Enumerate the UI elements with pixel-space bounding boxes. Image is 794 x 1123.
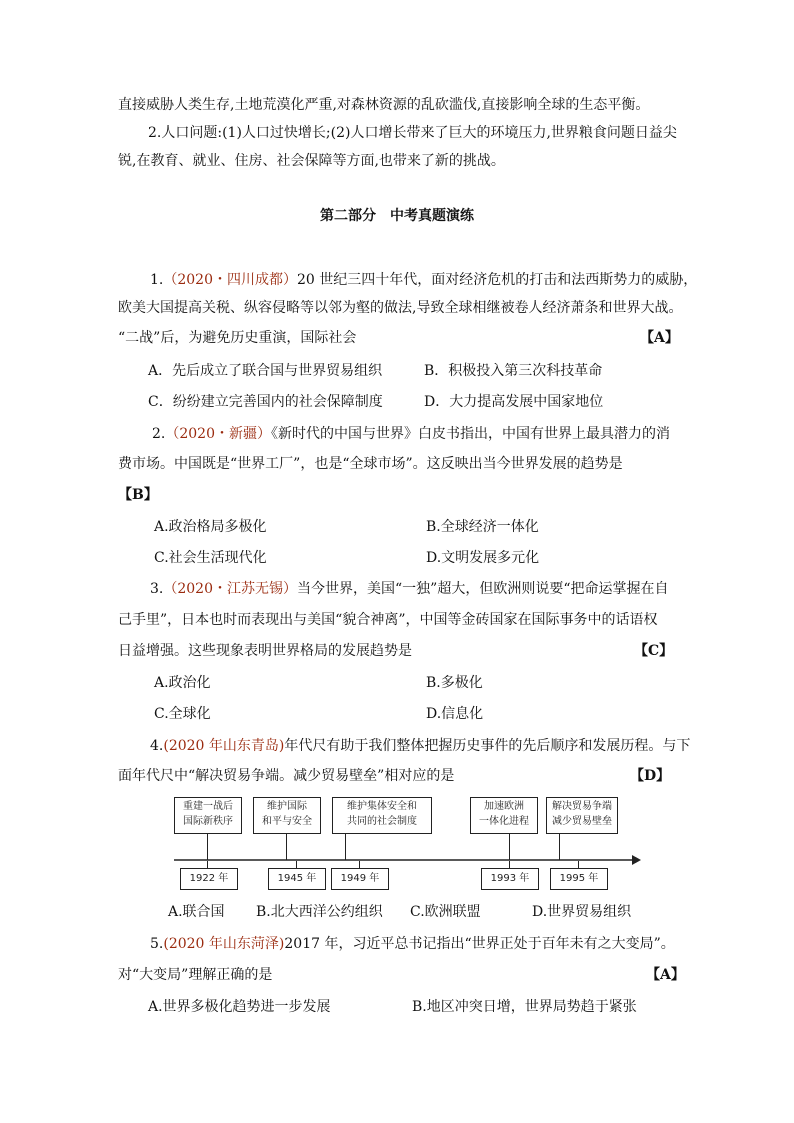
- timeline-event: [253, 797, 321, 834]
- event-line: 共同的社会制度: [347, 816, 417, 827]
- intro-line: 锐,在教育、就业、住房、社会保障等方面,也带来了新的挑战。: [118, 153, 505, 169]
- connector: [296, 861, 297, 868]
- question-source: （2020・四川成都）: [163, 272, 297, 288]
- question-number: 2.: [152, 426, 166, 442]
- option-c: C．纷纷建立完善国内的社会保障制度: [148, 394, 383, 410]
- event-line: 维护集体安全和: [347, 801, 417, 812]
- intro-line: 2.人口问题:(1)人口过快增长;(2)人口增长带来了巨大的环境压力,世界粮食问题日益尖: [148, 125, 677, 141]
- question-text: 当今世界，美国“一独”超大，但欧洲则说要“把命运掌握在自: [297, 581, 669, 597]
- timeline-axis: [170, 853, 642, 867]
- question-number: 1.: [150, 272, 164, 288]
- answer-badge: 【B】: [118, 487, 158, 503]
- question-2-line: [152, 424, 670, 444]
- option-a: A.世界多极化趋势进一步发展: [148, 999, 331, 1015]
- option-d: D.信息化: [426, 706, 484, 722]
- section-title: 第二部分 中考真题演练: [320, 208, 474, 224]
- question-text: 《新时代的中国与世界》白皮书指出，中国有世界上最具潜力的消: [271, 426, 670, 442]
- option-b: B．积极投入第三次科技革命: [424, 363, 603, 379]
- question-text: 2017 年，习近平总书记指出“世界正处于百年未有之大变局”。: [284, 936, 675, 952]
- connector: [359, 861, 360, 868]
- event-line: 重建一战后: [183, 801, 233, 812]
- question-number: 4.: [150, 738, 164, 754]
- connector: [509, 861, 510, 868]
- option-c: C.全球化: [154, 706, 211, 722]
- intro-line: 直接威胁人类生存,土地荒漠化严重,对森林资源的乱砍滥伐,直接影响全球的生态平衡。: [118, 97, 650, 113]
- answer-badge: 【A】: [646, 967, 685, 983]
- option-a: A．先后成立了联合国与世界贸易组织: [148, 363, 383, 379]
- question-text: 20 世纪三四十年代，面对经济危机的打击和法西斯势力的威胁，: [297, 272, 698, 288]
- answer-badge: 【C】: [634, 643, 674, 659]
- connector: [578, 861, 579, 868]
- timeline-year: 1949 年: [331, 868, 389, 890]
- question-2-line: 费市场。中国既是“世界工厂”，也是“全球市场”。这反映出当今世界发展的趋势是: [118, 456, 623, 472]
- question-3-line: [150, 579, 668, 599]
- question-1-line: “二战”后，为避免历史重演，国际社会: [118, 330, 357, 346]
- option-d: D.世界贸易组织: [532, 904, 632, 920]
- answer-badge: 【A】: [640, 330, 679, 346]
- question-source: (2020 年山东菏泽): [163, 936, 285, 952]
- question-number: 3.: [150, 581, 164, 597]
- option-c: C.社会生活现代化: [154, 550, 267, 566]
- option-c: C.欧洲联盟: [410, 904, 481, 920]
- timeline-event: [546, 797, 618, 834]
- timeline-event: [174, 797, 242, 834]
- option-b: B.全球经济一体化: [426, 519, 539, 535]
- question-5-line: 对“大变局”理解正确的是: [118, 967, 273, 983]
- event-line: 解决贸易争端: [552, 801, 612, 812]
- event-line: 维护国际: [267, 801, 307, 812]
- timeline-year: 1945 年: [268, 868, 326, 890]
- option-a: A.政治化: [154, 675, 211, 691]
- option-b: B.地区冲突日增，世界局势趋于紧张: [412, 999, 637, 1015]
- event-line: 加速欧洲: [484, 801, 524, 812]
- timeline-year: 1922 年: [180, 868, 238, 890]
- question-5-line: [150, 934, 675, 954]
- question-4-line: 面年代尺中“解决贸易争端。减少贸易壁垒”相对应的是: [118, 768, 455, 784]
- option-b: B.多极化: [426, 675, 483, 691]
- timeline-year: 1993 年: [481, 868, 539, 890]
- question-number: 5.: [150, 936, 164, 952]
- connector: [207, 861, 208, 868]
- question-1-line: 欧美大国提高关税、纵容侵略等以邻为壑的做法,导致全球相继被卷人经济萧条和世界大战。: [118, 300, 683, 316]
- question-source: (2020 年山东青岛): [163, 738, 285, 754]
- timeline-event: [332, 797, 432, 834]
- event-line: 国际新秩序: [183, 816, 233, 827]
- event-line: 一体化进程: [479, 816, 529, 827]
- option-b: B.北大西洋公约组织: [256, 904, 383, 920]
- question-source: （2020・新疆）: [165, 426, 271, 442]
- answer-badge: 【D】: [630, 768, 671, 784]
- timeline-event: [470, 797, 538, 834]
- option-a: A.政治格局多极化: [154, 519, 267, 535]
- option-d: D.文明发展多元化: [426, 550, 540, 566]
- option-d: D．大力提高发展中国家地位: [424, 394, 604, 410]
- option-a: A.联合国: [168, 904, 225, 920]
- question-4-line: [150, 736, 690, 756]
- question-3-line: 己手里”，日本也时而表现出与美国“貌合神离”，中国等金砖国家在国际事务中的话语权: [118, 612, 658, 628]
- event-line: 减少贸易壁垒: [552, 816, 612, 827]
- question-text: 年代尺有助于我们整体把握历史事件的先后顺序和发展历程。与下: [284, 738, 691, 754]
- question-source: （2020・江苏无锡）: [163, 581, 297, 597]
- question-3-line: 日益增强。这些现象表明世界格局的发展趋势是: [118, 643, 412, 659]
- question-1-line: [150, 270, 697, 290]
- timeline-year: 1995 年: [550, 868, 608, 890]
- event-line: 和平与安全: [262, 816, 312, 827]
